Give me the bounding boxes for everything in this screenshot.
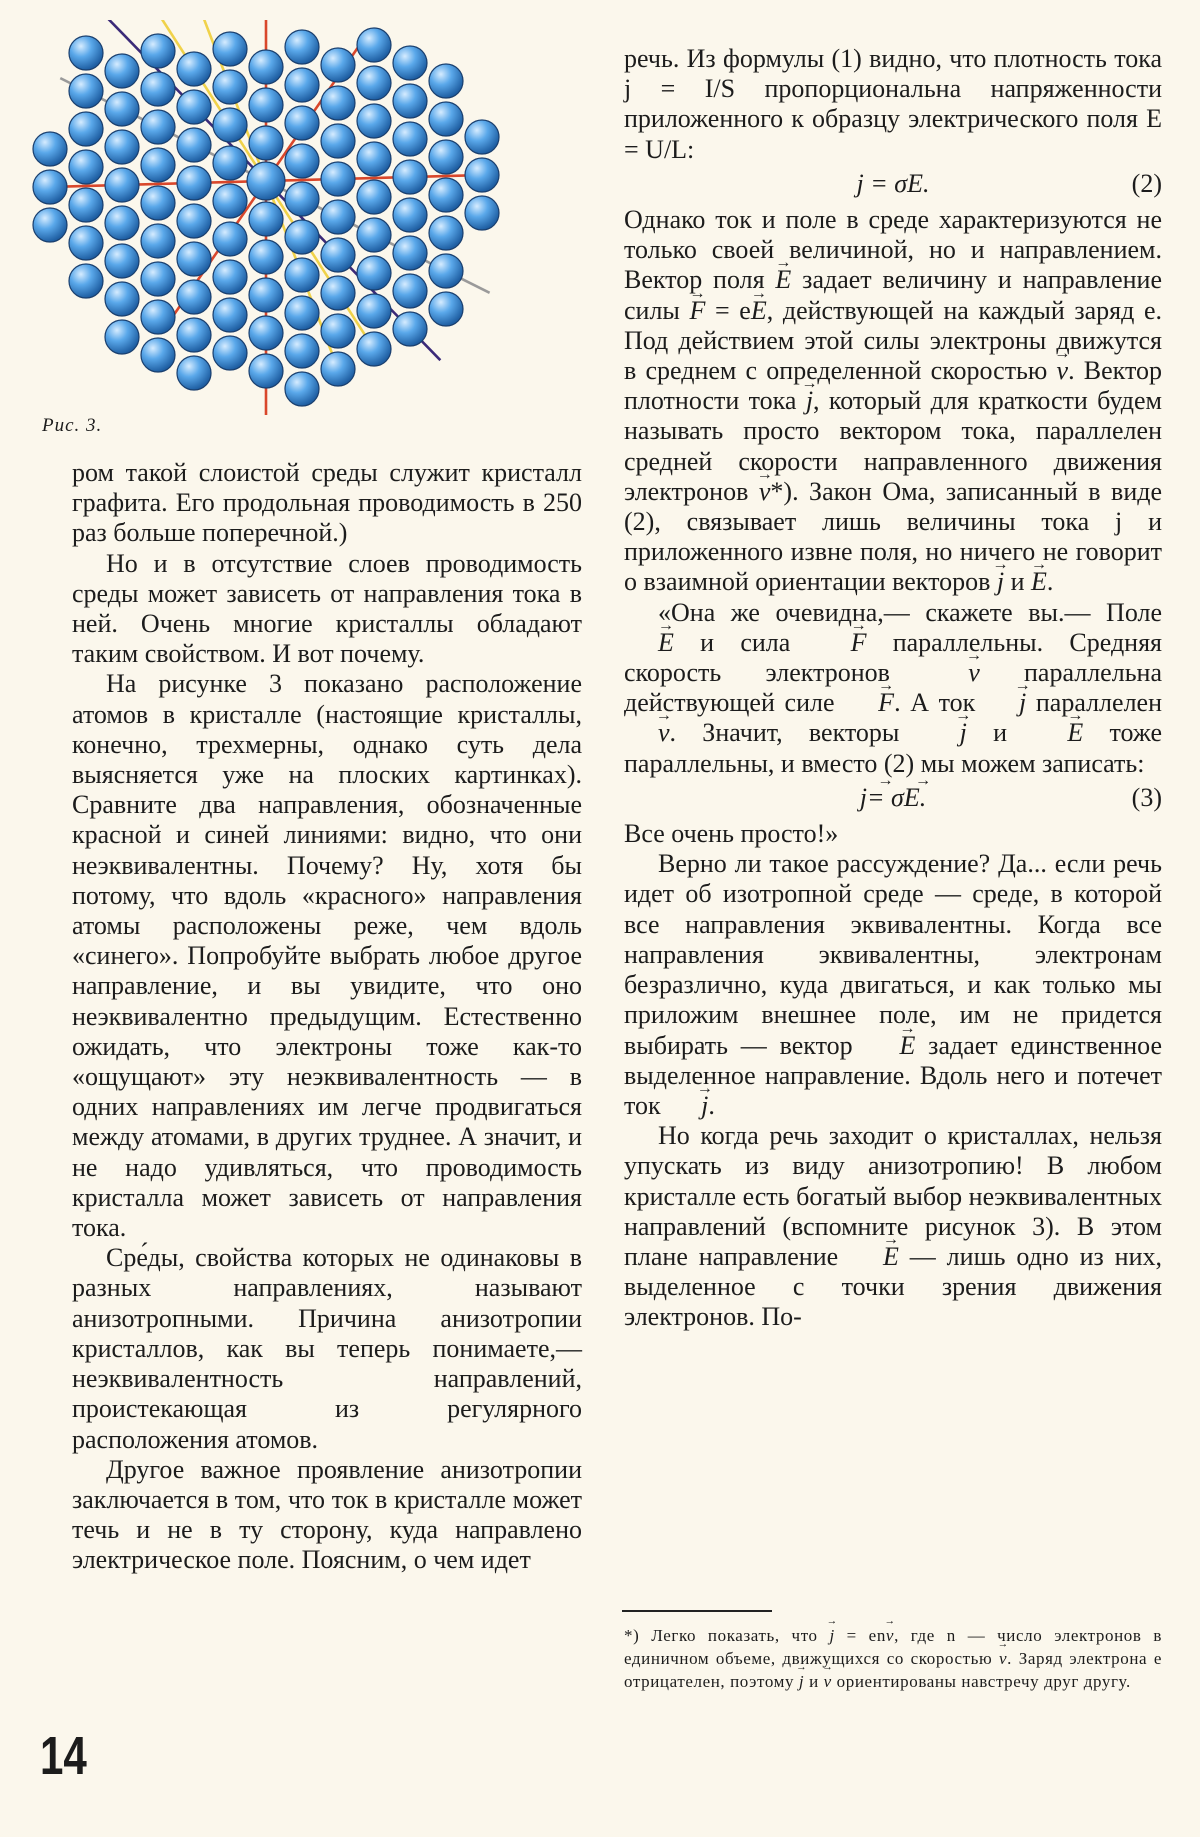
atom: [177, 166, 211, 200]
footnote: [624, 1624, 1162, 1693]
atom: [285, 106, 319, 140]
atom: [357, 142, 391, 176]
text-run: «Она же очевидна,— скажете вы.— Поле: [658, 597, 1162, 627]
atom: [69, 226, 103, 260]
atom: [429, 64, 463, 98]
text-run: параллелен: [1026, 688, 1163, 718]
atom: [393, 198, 427, 232]
atom: [105, 54, 139, 88]
atom: [33, 170, 67, 204]
atom: [357, 256, 391, 290]
atom: [285, 296, 319, 330]
vector-symbol: → E: [1033, 718, 1083, 748]
text-run: ориентированы навстречу друг другу.: [831, 1672, 1131, 1691]
vector-symbol: → E: [624, 628, 674, 658]
atom: [69, 74, 103, 108]
vector-symbol: → F: [690, 296, 706, 326]
text-run: *). Закон Ома, записанный в виде (2), связывает лишь величины тока j и приложенного извне поля, но ничего не говорит о взаимной ориентации векторов: [624, 476, 1162, 597]
atom: [285, 182, 319, 216]
atom: [321, 276, 355, 310]
paragraph: речь. Из формулы (1) видно, что плотность тока j = I/S пропорциональна напряженности приложенного к образцу электрического поля E = U/L:: [624, 44, 1162, 164]
atom: [321, 314, 355, 348]
text-run: . А ток: [894, 688, 985, 718]
atom: [393, 312, 427, 346]
atom: [393, 122, 427, 156]
atom: [249, 126, 283, 160]
text-run: тоже параллельны, и вместо (2) мы можем записать:: [624, 718, 1162, 778]
text-run: E: [903, 782, 920, 812]
atom: [249, 278, 283, 312]
atom: [213, 108, 247, 142]
footnote-divider: [622, 1610, 772, 1612]
formula-3-number: (3): [1131, 782, 1162, 812]
atom: [213, 298, 247, 332]
text-run: , который для краткости будем называть просто вектором тока, параллелен средней скорости направленного движения электронов: [624, 386, 1162, 506]
atom: [249, 202, 283, 236]
atom: [177, 128, 211, 162]
vector-symbol: → E: [751, 296, 767, 326]
atom: [105, 282, 139, 316]
atom: [141, 186, 175, 220]
atom: [177, 356, 211, 390]
atom: [177, 242, 211, 276]
atom: [357, 66, 391, 100]
vector-symbol: → E: [775, 265, 791, 295]
atom: [429, 178, 463, 212]
text-run: параллельна действующей силе: [624, 658, 1163, 718]
atom: [321, 162, 355, 196]
text-run: задает величину и направление силы: [624, 265, 1162, 325]
vector-symbol: → v: [934, 658, 980, 688]
atom: [357, 104, 391, 138]
formula-3: [624, 783, 1162, 813]
atom: [285, 258, 319, 292]
atom: [213, 336, 247, 370]
atom: [69, 36, 103, 70]
atom: [285, 144, 319, 178]
text-run: и: [966, 718, 1034, 748]
text-run: . Вектор плотности тока: [624, 356, 1162, 416]
atom: [105, 244, 139, 278]
atom: [429, 216, 463, 250]
text-run: j: [859, 782, 867, 812]
formula-2: [624, 169, 1162, 199]
atom: [177, 90, 211, 124]
vector-symbol: → E: [865, 1031, 915, 1061]
vector-symbol: → .: [920, 783, 927, 813]
text-run: . Заряд электрона e отрицателен, поэтому: [624, 1649, 1162, 1691]
atom: [357, 180, 391, 214]
vector-symbol: → v: [1057, 356, 1069, 386]
atom: [321, 352, 355, 386]
atom: [213, 260, 247, 294]
atom: [249, 354, 283, 388]
vector-symbol: → j: [799, 1670, 804, 1693]
atom: [141, 34, 175, 68]
atom: [357, 218, 391, 252]
atom: [105, 130, 139, 164]
formula-2-number: (2): [1131, 168, 1162, 198]
text-run: .: [1046, 567, 1054, 597]
paragraph: [624, 1121, 1162, 1332]
atom: [177, 280, 211, 314]
atom: [213, 32, 247, 66]
paragraph: Сре́ды, свойства которых не одинаковы в разных направлениях, называют анизотропными. Причина анизотропии кристаллов, как вы теперь понимаете,— неэквивалентность направлений, проистекающая из регулярного расположения атомов.: [72, 1243, 582, 1454]
atom: [321, 48, 355, 82]
atom: [33, 208, 67, 242]
central-atom: [247, 162, 285, 200]
atom: [141, 338, 175, 372]
right-column: [624, 44, 1162, 1333]
crystal-lattice-diagram: [20, 20, 600, 415]
paragraph: Все очень просто!»: [624, 819, 839, 849]
vector-symbol: → j: [829, 1624, 834, 1647]
atom: [141, 72, 175, 106]
atom: [285, 68, 319, 102]
atom: [141, 148, 175, 182]
text-run: и: [1004, 567, 1032, 597]
atom: [393, 46, 427, 80]
atom: [33, 132, 67, 166]
page-number: 14: [40, 1726, 87, 1786]
vector-symbol: → v: [624, 718, 670, 748]
vector-symbol: → = σ: [867, 783, 904, 813]
atom: [105, 92, 139, 126]
atom: [285, 372, 319, 406]
atom: [465, 120, 499, 154]
text-run: , действующей на каждый заряд e. Под действием этой силы электроны движутся в среднем с определенной скоростью: [624, 295, 1163, 386]
atom: [177, 204, 211, 238]
vector-symbol: → v: [999, 1647, 1007, 1670]
atom: [69, 112, 103, 146]
vector-symbol: → v: [759, 477, 771, 507]
text-run: = e: [705, 295, 751, 325]
vector-symbol: → v: [824, 1670, 832, 1693]
text-run: .: [708, 1090, 715, 1120]
atom: [393, 274, 427, 308]
vector-symbol: → F: [817, 628, 867, 658]
atom: [357, 28, 391, 62]
atom: [393, 160, 427, 194]
text-run: — лишь одно из них, выделенное с точки зрения движения электронов. По-: [624, 1241, 1162, 1332]
atom: [285, 334, 319, 368]
atom: [213, 184, 247, 218]
atom: [393, 236, 427, 270]
text-run: . Значит, векторы: [669, 718, 926, 748]
vector-symbol: → j: [806, 386, 813, 416]
vector-symbol: → E: [849, 1242, 899, 1272]
text-run: и сила: [673, 627, 817, 657]
text-run: *) Легко показать, что: [624, 1626, 830, 1645]
atom: [465, 196, 499, 230]
vector-symbol: → E: [1031, 567, 1047, 597]
atom: [357, 294, 391, 328]
vector-symbol: → j: [997, 567, 1004, 597]
formula-2-expression: j = σE.: [856, 168, 930, 198]
paragraph: [624, 598, 1162, 779]
atom: [105, 206, 139, 240]
atom: [249, 88, 283, 122]
atom: [213, 70, 247, 104]
atom: [249, 240, 283, 274]
atom: [429, 254, 463, 288]
atom: [141, 110, 175, 144]
atom: [141, 262, 175, 296]
vector-symbol: → v: [886, 1624, 894, 1647]
atom: [249, 316, 283, 350]
atom: [213, 222, 247, 256]
paragraph: Другое важное проявление анизотропии заключается в том, что ток в кристалле может течь и не в ту сторону, куда направлено электрическое поле. Поясним, о чем идет: [72, 1454, 582, 1575]
atom: [249, 50, 283, 84]
paragraph: Но и в отсутствие слоев проводимость среды может зависеть от направления тока в ней. Очень многие кристаллы обладают таким свойством. И вот почему.: [72, 548, 582, 669]
atom: [357, 332, 391, 366]
atom: [141, 300, 175, 334]
atom: [141, 224, 175, 258]
paragraph: На рисунке 3 показано расположение атомов в кристалле (настоящие кристаллы, конечно, трехмерны, однако суть дела выясняется уже на плоских картинках). Сравните два направления, обозначенные красной и синей линиями: видно, что они неэквивалентны. Почему? Ну, хотя бы потому, что вдоль «красного» направления атомы расположены реже, чем вдоль «синего». Попробуйте выбрать любое другое направление, и вы увидите, что оно неэквивалентно предыдущим. Естественно ожидать, что электроны тоже как-то «ощущают» эту неэквивалентность — в одних направлениях им легче продвигаться между атомами, в других труднее. А значит, и не надо удивляться, что проводимость кристалла может зависеть от направления тока.: [72, 669, 582, 1243]
text-run: задает единственное выделенное направление. Вдоль него и потечет ток: [624, 1030, 1162, 1120]
atom: [321, 124, 355, 158]
text-run: = en: [834, 1626, 886, 1645]
figure-caption: Рис. 3.: [42, 415, 103, 436]
atom: [393, 84, 427, 118]
text-run: Но когда речь заходит о кристаллах, нельзя упускать из виду анизотропию! В любом кристалле есть богатый выбор неэквивалентных направлений (вспомните рисунок 3). В этом плане направление: [624, 1121, 1162, 1271]
crystal-lattice-figure: [20, 20, 600, 415]
left-column: [72, 458, 582, 1576]
paragraph: [624, 205, 1162, 598]
paragraph: ром такой слоистой среды служит кристалл графита. Его продольная проводимость в 250 раз больше поперечной.): [72, 458, 582, 548]
atom: [105, 168, 139, 202]
atom: [429, 140, 463, 174]
atom: [285, 30, 319, 64]
atom: [69, 150, 103, 184]
atom: [69, 188, 103, 222]
text-run: Верно ли такое рассуждение? Да... если речь идет об изотропной среде — среде, в которой все направления эквивалентны. Когда все направления эквивалентны, электронам безразлично, куда двигаться, и как только мы приложим внешнее поле, им не придется выбирать — вектор: [624, 849, 1162, 1060]
formula-3-expression: [860, 783, 927, 812]
atom: [285, 220, 319, 254]
atom: [429, 292, 463, 326]
text-run: , где n — число электронов в единичном объеме, движущихся со скоростью: [624, 1626, 1162, 1668]
atom: [465, 158, 499, 192]
atom: [177, 318, 211, 352]
vector-symbol: → j: [667, 1091, 708, 1121]
text-run: и: [804, 1672, 824, 1691]
atom: [321, 200, 355, 234]
atom: [105, 320, 139, 354]
atom: [177, 52, 211, 86]
text-run: Однако ток и поле в среде характеризуются не только своей величиной, но и направлением. Вектор поля: [624, 205, 1162, 295]
atom: [69, 264, 103, 298]
paragraph: [624, 849, 1162, 1121]
atom: [321, 86, 355, 120]
atom: [429, 102, 463, 136]
vector-symbol: → j: [985, 688, 1026, 718]
atom: [321, 238, 355, 272]
text-run: параллельны. Средняя скорость электронов: [624, 627, 1162, 688]
vector-symbol: → j: [926, 718, 967, 748]
vector-symbol: → F: [844, 688, 894, 718]
atom: [213, 146, 247, 180]
